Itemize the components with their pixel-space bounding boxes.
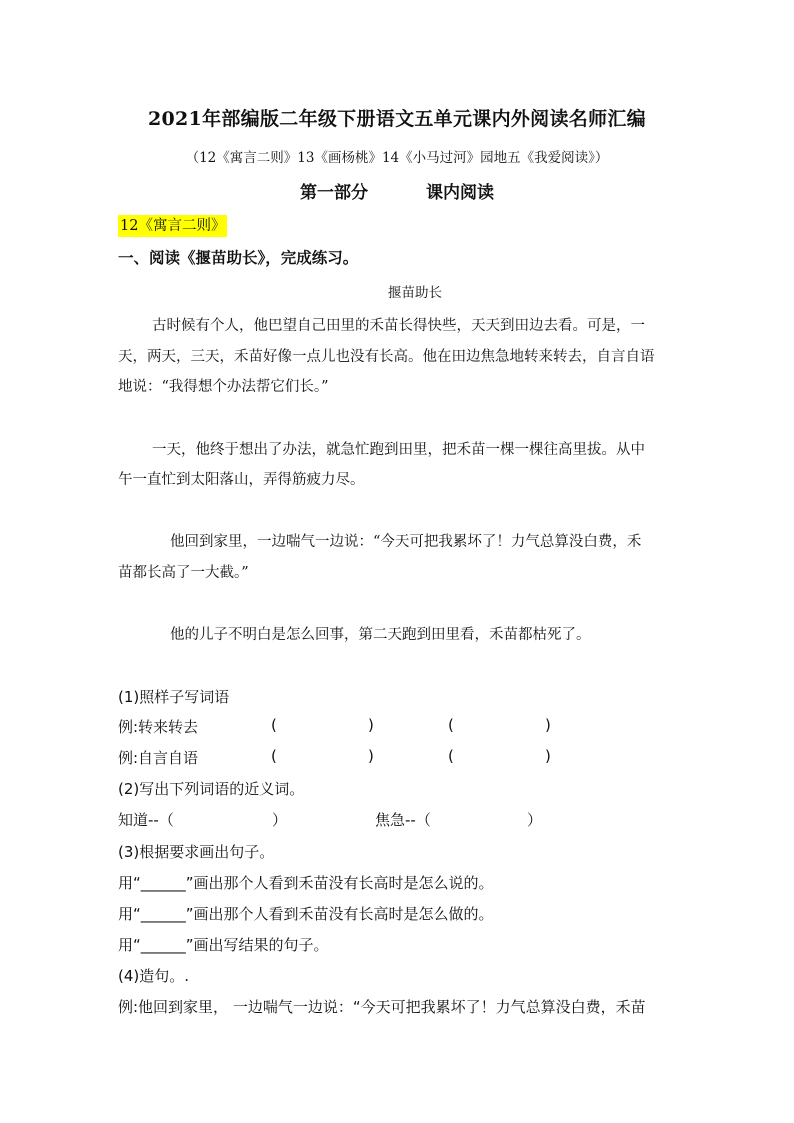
passage-line: 午一直忙到太阳落山，弄得筋疲力尽。 [118,472,365,488]
answer-blank-open: ( [448,716,454,734]
question-3-item-b: 用“______”画出那个人看到禾苗没有长高时是怎么做的。 [118,905,494,923]
passage-line: 地说：“我得想个办法帮它们长。” [118,379,329,395]
passage-line: 天，两天，三天，禾苗好像一点儿也没有长高。他在田边焦急地转来转去，自言自语 [118,349,655,365]
document-title: 2021年部编版二年级下册语文五单元课内外阅读名师汇编 [148,108,646,130]
passage-line: 他回到家里，一边喘气一边说：“今天可把我累坏了！力气总算没白费，禾 [170,534,642,550]
question-1-example-1: 例:转来转去 [118,718,199,736]
answer-blank-close: ） [272,811,288,829]
section-heading [0,178,794,203]
question-2-synonym-a: 知道--（ [118,811,174,829]
answer-blank-open: ( [271,716,277,734]
question-4: (4)造句。. [118,967,190,985]
answer-blank-open: ( [271,747,277,765]
passage-line: 一天，他终于想出了办法，就急忙跑到田里，把禾苗一棵一棵往高里拔。从中 [152,442,645,458]
answer-blank-close: ) [545,747,551,765]
document-subtitle: （12《寓言二则》13《画杨桃》14《小马过河》园地五《我爱阅读》） [185,150,609,166]
part-label: 第一部分 [300,183,368,203]
lesson-highlight-label: 12《寓言二则》 [118,215,227,237]
question-1: (1)照样子写词语 [118,688,230,706]
passage-line: 古时候有个人，他巴望自己田里的禾苗长得快些，天天到田边去看。可是，一 [152,318,645,334]
question-1-example-2: 例:自言自语 [118,749,199,767]
question-3: (3)根据要求画出句子。 [118,843,275,861]
answer-blank-close: ) [368,747,374,765]
question-4-example: 例:他回到家里， 一边喘气一边说：“今天可把我累坏了！力气总算没白费，禾苗 [118,998,646,1016]
passage-line: 苗都长高了一大截。” [118,565,249,581]
answer-blank-open: ( [448,747,454,765]
task-heading: 一、阅读《揠苗助长》，完成练习。 [118,248,359,267]
question-2: (2)写出下列词语的近义词。 [118,780,305,798]
passage-line: 他的儿子不明白是怎么回事，第二天跑到田里看，禾苗都枯死了。 [170,627,591,643]
answer-blank-close: ) [368,716,374,734]
answer-blank-close: ） [527,811,543,829]
question-3-item-c: 用“______”画出写结果的句子。 [118,936,329,954]
part-name: 课内阅读 [426,183,494,203]
passage-title: 揠苗助长 [388,285,442,301]
answer-blank-close: ) [545,716,551,734]
question-2-synonym-b: 焦急--（ [375,811,431,829]
question-3-item-a: 用“______”画出那个人看到禾苗没有长高时是怎么说的。 [118,874,494,892]
